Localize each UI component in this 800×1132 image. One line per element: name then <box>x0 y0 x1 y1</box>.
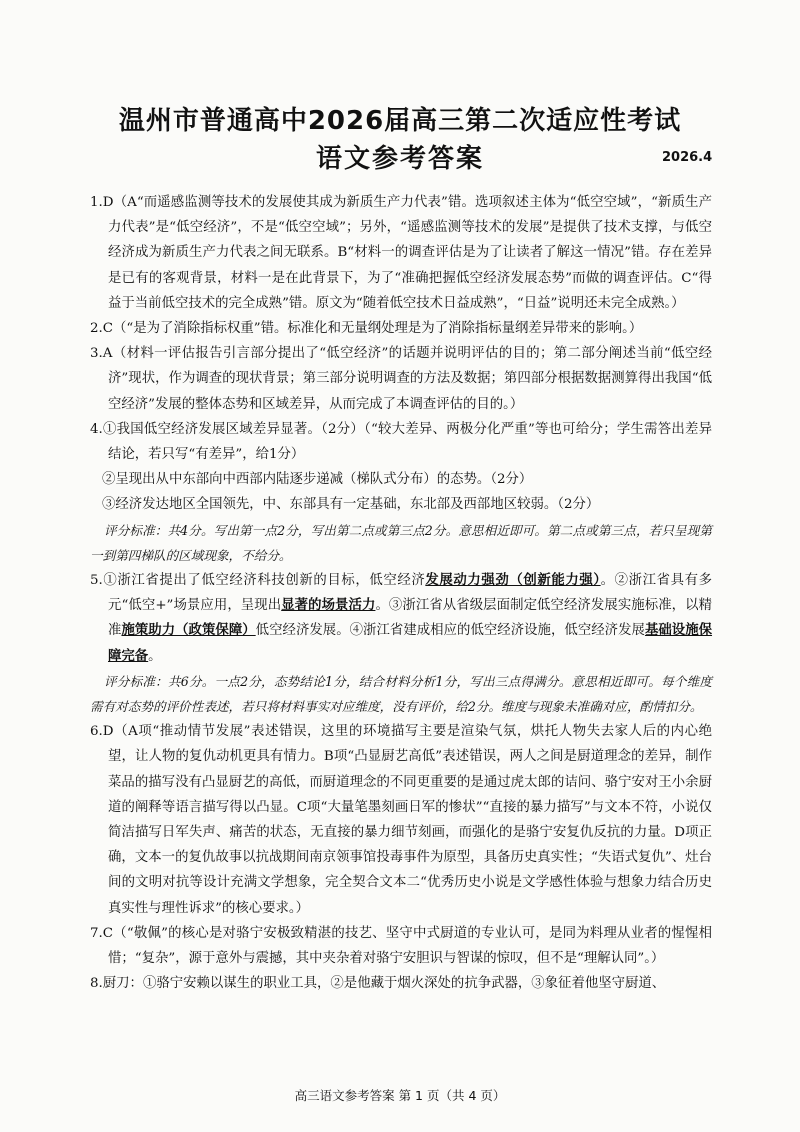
answer-4-point-3: ③经济发达地区全国领先，中、东部具有一定基础，东北部及西部地区较弱。（2分） <box>102 497 600 513</box>
answer-5-highlight-b: 显著的场景活力 <box>281 597 376 614</box>
answer-2: 2.C（“是为了消除指标权重”错。标准化和无量纲处理是为了消除指标量纲差异带来的影响。） <box>90 321 643 337</box>
answer-5-text-d: 低空经济发展。④浙江省建成相应的低空经济设施，低空经济发展 <box>255 623 645 639</box>
answer-5-text-a: 5.①浙江省提出了低空经济科技创新的目标，低空经济 <box>90 573 426 589</box>
answer-4-rubric: 评分标准：共4分。写出第一点2分，写出第二点或第三点2分。意思相近即可。第二点或第三点，若只呈现第一到第四梯队的区域现象，不给分。 <box>90 522 712 563</box>
answer-5-text-c: 。③浙江省从省级层面制定低空经济发展实施标准，以精准 <box>108 598 713 639</box>
document-subtitle: 语文参考答案 <box>315 144 484 174</box>
answer-8: 8.厨刀：①骆宁安赖以谋生的职业工具，②是他藏于烟火深处的抗争武器，③象征着他坚守厨道、 <box>90 976 666 992</box>
answer-3: 3.A（材料一评估报告引言部分提出了“低空经济”的话题并说明评估的目的；第二部分阐述当前“低空经济”现状，作为调查的现状背景；第三部分说明调查的方法及数据；第四部分根据数据测算得出我国“低空经济”发展的整体态势和区域差异，从而完成了本调查评估的目的。） <box>90 346 712 412</box>
page-footer: 高三语文参考答案 第 1 页（共 4 页） <box>294 1088 506 1103</box>
answer-6: 6.D（A项“推动情节发展”表述错误，这里的环境描写主要是渲染气氛，烘托人物失去家人后的内心绝望，让人物的复仇动机更具有情力。B项“凸显厨艺高低”表述错误，两人之间是厨道理念的差异，制作菜品的描写没有凸显厨艺的高低，而厨道理念的不同更重要的是通过虎太郎的诘问、骆宁安对王小余厨道的阐释等语言描写得以凸显。C项“大量笔墨刻画日军的惨状”“直接的暴力描写”与文本不符，小说仅简洁描写日军失声、痛苦的状态，无直接的暴力细节刻画，而强化的是骆宁安复仇反抗的力量。D项正确，文本一的复仇故事以抗战期间南京领事馆投毒事件为原型，具备历史真实性；“失语式复仇”、灶台间的文明对抗等设计充满文学想象，完全契合文本二“优秀历史小说是文学感性体验与想象力结合历史真实性与理性诉求”的核心要求。） <box>90 724 712 916</box>
answer-4-point-2: ②呈现出从中东部向中西部内陆逐步递减（梯队式分布）的态势。（2分） <box>102 472 533 488</box>
answer-content <box>90 190 712 997</box>
document-date: 2026.4 <box>662 150 713 165</box>
answer-4-point-1: 4.①我国低空经济发展区域差异显著。（2分）（“较大差异、两极分化严重”等也可给分；学生需答出差异结论，若只写“有差异”，给1分） <box>90 421 712 463</box>
document-title: 温州市普通高中2026届高三第二次适应性考试 <box>118 106 682 136</box>
answer-5-text-e: 。 <box>148 648 162 664</box>
answer-5-rubric: 评分标准：共6分。一点2分，态势结论1分，结合材料分析1分，写出三点得满分。意思相近即可。每个维度需有对态势的评价性表述，若只将材料事实对应维度，没有评价，给2分。维度与现象未准确对应，酌情扣分。 <box>90 673 712 715</box>
answer-5-text-b: 。②浙江省具有多元“低空+”场景应用，呈现出 <box>108 573 713 614</box>
answer-1: 1.D（A“而遥感监测等技术的发展使其成为新质生产力代表”错。选项叙述主体为“低空空域”，“新质生产力代表”是“低空经济”，不是“低空空域”；另外，“遥感监测等技术的发展”是提供了技术支撑，与低空经济成为新质生产力代表之间无联系。B“材料一的调查评估是为了让读者了解这一情况”错。存在差异是已有的客观背景，材料一是在此背景下，为了“准确把握低空经济发展态势”而做的调查评估。C“得益于当前低空技术的完全成熟”错。原文为“随着低空技术日益成熟”，“日益”说明还未完全成熟。） <box>90 195 712 311</box>
answer-5-highlight-d: 基础设施保障完备 <box>108 622 713 664</box>
answer-5 <box>90 568 712 669</box>
answer-7: 7.C（“敬佩”的核心是对骆宁安极致精湛的技艺、坚守中式厨道的专业认可，是同为料理从业者的惺惺相惜；“复杂”，源于意外与震撼，其中夹杂着对骆宁安胆识与智谋的惊叹，但不是“理解认同”。） <box>90 925 712 967</box>
answer-5-highlight-a: 发展动力强劲（创新能力强） <box>425 572 601 589</box>
answer-5-highlight-c: 施策助力（政策保障） <box>121 622 256 639</box>
